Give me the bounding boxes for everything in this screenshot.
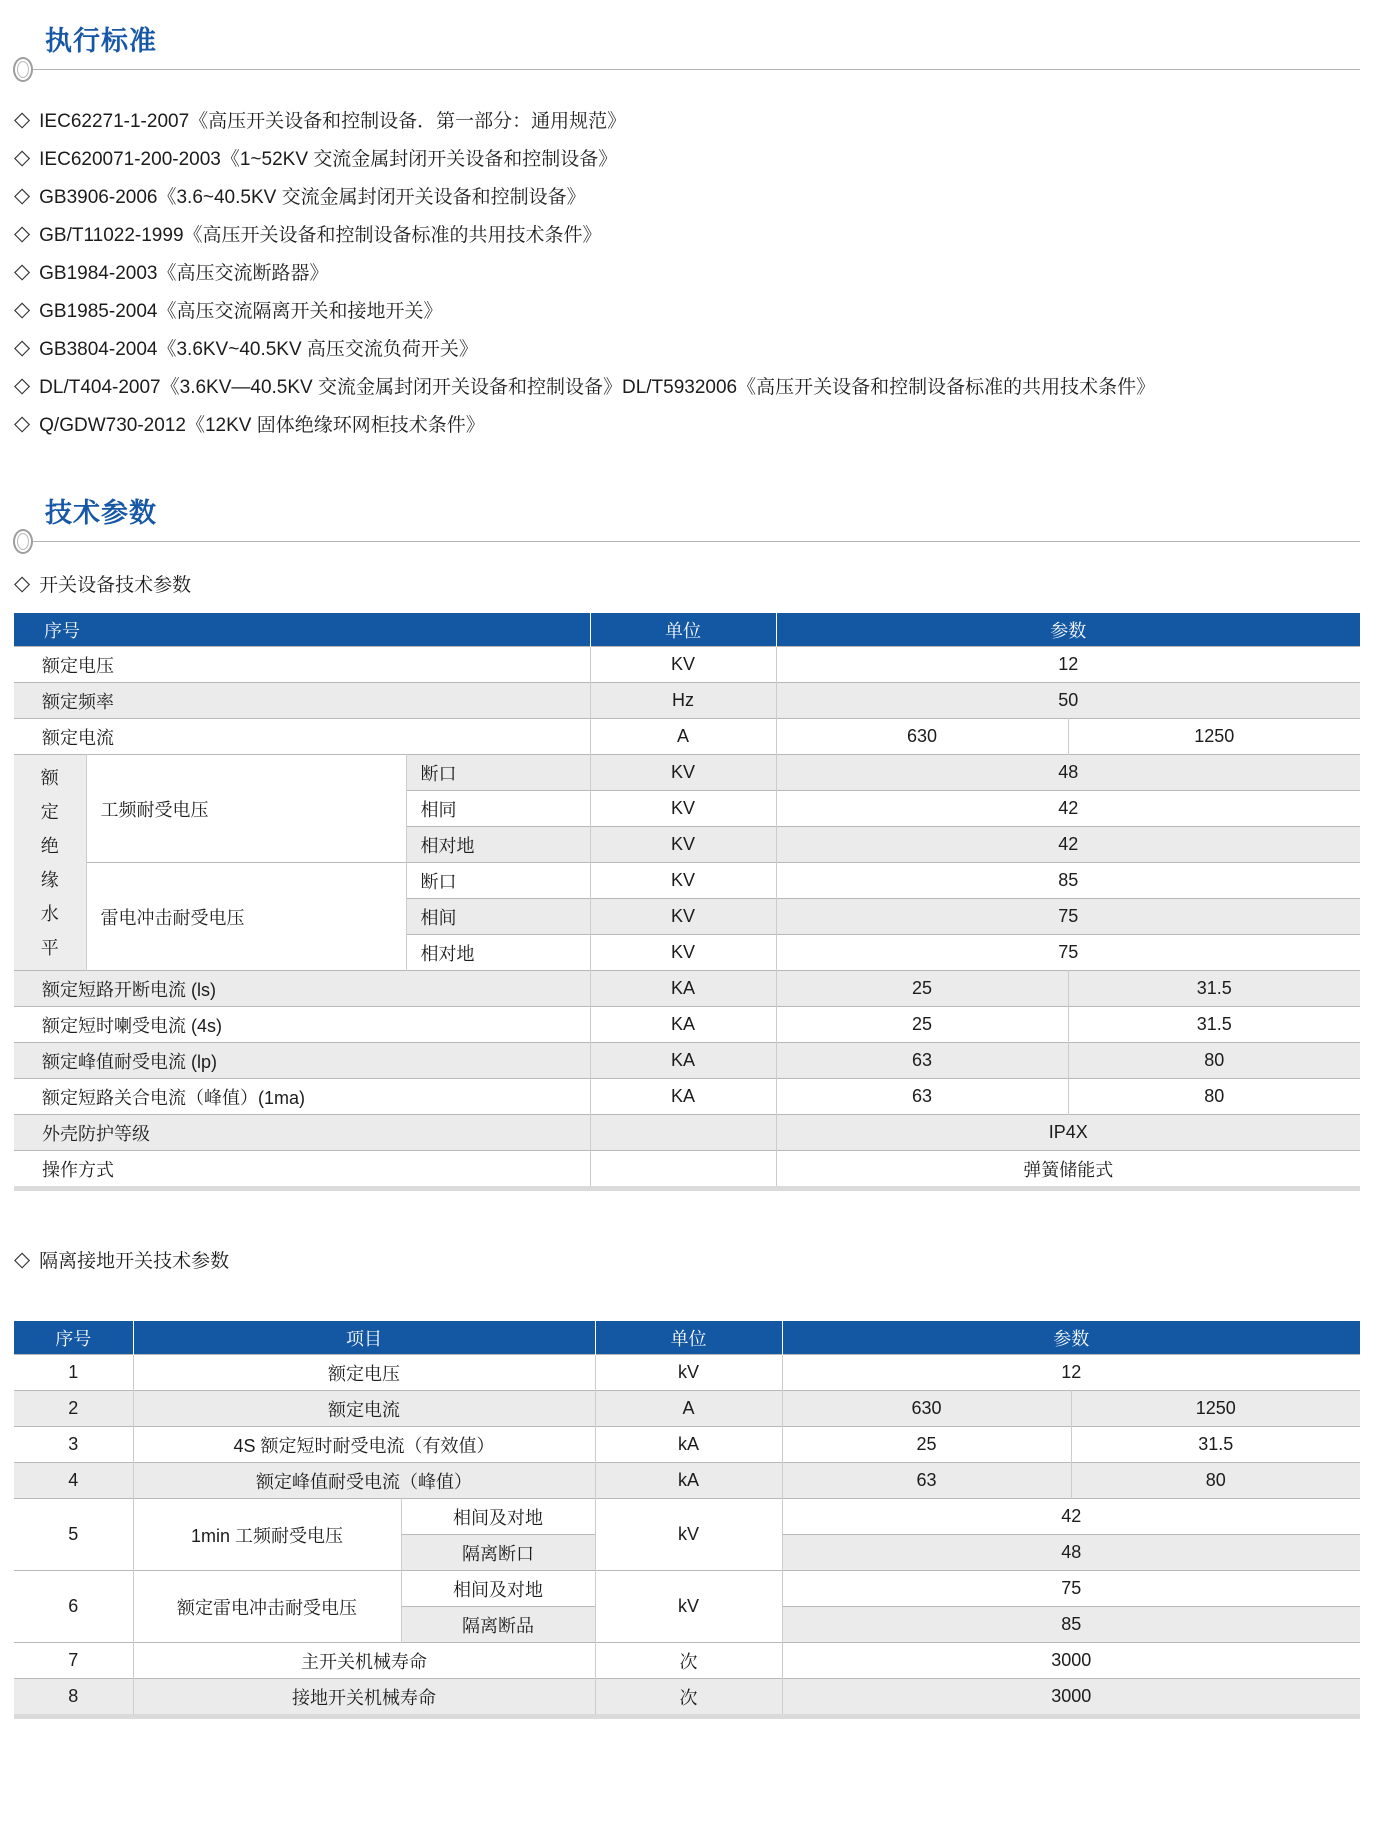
column-header-param: 参数 <box>782 1321 1360 1355</box>
diamond-icon: ◇ <box>14 221 31 245</box>
cell-no: 8 <box>14 1679 133 1717</box>
column-header-unit: 单位 <box>595 1321 782 1355</box>
table-row <box>14 1115 1360 1151</box>
table-header-row <box>14 1321 1360 1355</box>
cell-value: 85 <box>776 863 1360 899</box>
cell-value: 12 <box>782 1355 1360 1391</box>
cell-sublabel: 相对地 <box>406 827 590 863</box>
diamond-icon: ◇ <box>14 145 31 169</box>
cell-value: 25 <box>776 1007 1068 1043</box>
standard-text: IEC620071-200-2003《1~52KV 交流金属封闭开关设备和控制设备》 <box>39 148 618 170</box>
cell-value: 63 <box>776 1079 1068 1115</box>
cell-no: 7 <box>14 1643 133 1679</box>
column-header-param: 参数 <box>776 613 1360 647</box>
cell-value: 75 <box>782 1571 1360 1607</box>
cell-no: 3 <box>14 1427 133 1463</box>
cell-sublabel: 断口 <box>406 755 590 791</box>
table-row <box>14 1643 1360 1679</box>
cell-unit: KV <box>590 935 776 971</box>
cell-no: 6 <box>14 1571 133 1643</box>
cell-group-label: 工频耐受电压 <box>86 755 406 863</box>
table-row <box>14 647 1360 683</box>
column-header-unit: 单位 <box>590 613 776 647</box>
cell-value: 弹簧储能式 <box>776 1151 1360 1189</box>
cell-unit: KV <box>590 899 776 935</box>
standard-text: DL/T404-2007《3.6KV—40.5KV 交流金属封闭开关设备和控制设备》DL/T5932006《高压开关设备和控制设备标准的共用技术条件》 <box>39 376 1156 398</box>
section-header-params <box>0 497 1373 542</box>
cell-value: 50 <box>776 683 1360 719</box>
cell-value: 1250 <box>1068 719 1360 755</box>
table-row <box>14 863 1360 899</box>
cell-unit: A <box>595 1391 782 1427</box>
table-row <box>14 971 1360 1007</box>
subsection-heading-isolator <box>14 1246 1373 1273</box>
cell-unit: KV <box>590 827 776 863</box>
cell-unit: kV <box>595 1355 782 1391</box>
cell-unit: kV <box>595 1571 782 1643</box>
cell-sublabel: 相间 <box>406 899 590 935</box>
standards-list <box>14 100 1360 442</box>
table-row <box>14 1499 1360 1535</box>
standard-item <box>14 328 1360 366</box>
standard-text: GB1985-2004《高压交流隔离开关和接地开关》 <box>39 300 443 322</box>
diamond-icon: ◇ <box>14 411 31 435</box>
cell-value: 80 <box>1068 1043 1360 1079</box>
table-row <box>14 1571 1360 1607</box>
column-header-no: 序号 <box>14 1321 133 1355</box>
diamond-icon: ◇ <box>14 259 31 283</box>
standard-item <box>14 100 1360 138</box>
standard-text: GB3906-2006《3.6~40.5KV 交流金属封闭开关设备和控制设备》 <box>39 186 586 208</box>
cell-value: 25 <box>776 971 1068 1007</box>
cell-value: 1250 <box>1071 1391 1360 1427</box>
cell-item: 额定电流 <box>133 1391 595 1427</box>
cell-sublabel: 断口 <box>406 863 590 899</box>
cell-value: 42 <box>776 791 1360 827</box>
cell-unit: KV <box>590 647 776 683</box>
cell-item: 主开关机械寿命 <box>133 1643 595 1679</box>
cell-value: 63 <box>776 1043 1068 1079</box>
diamond-icon: ◇ <box>14 572 31 595</box>
cell-label: 额定短路开断电流 (ls) <box>14 971 590 1007</box>
isolator-params-table <box>14 1321 1360 1719</box>
cell-insulation-level: 额定绝缘水平 <box>14 755 86 971</box>
standard-text: GB/T11022-1999《高压开关设备和控制设备标准的共用技术条件》 <box>39 224 602 246</box>
diamond-icon: ◇ <box>14 183 31 207</box>
cell-subitem: 隔离断口 <box>401 1535 595 1571</box>
table-row <box>14 1427 1360 1463</box>
section-divider <box>27 541 1360 542</box>
cell-unit: KV <box>590 791 776 827</box>
cell-value: 48 <box>776 755 1360 791</box>
cell-unit: A <box>590 719 776 755</box>
cell-unit: kV <box>595 1499 782 1571</box>
cell-unit: 次 <box>595 1643 782 1679</box>
cell-sublabel: 相同 <box>406 791 590 827</box>
table-row <box>14 719 1360 755</box>
standard-item <box>14 214 1360 252</box>
cell-value: 80 <box>1071 1463 1360 1499</box>
cell-subitem: 隔离断品 <box>401 1607 595 1643</box>
table-row <box>14 1463 1360 1499</box>
column-header-no: 序号 <box>14 613 590 647</box>
cell-item: 接地开关机械寿命 <box>133 1679 595 1717</box>
cell-no: 4 <box>14 1463 133 1499</box>
standard-text: GB3804-2004《3.6KV~40.5KV 高压交流负荷开关》 <box>39 338 478 360</box>
section-title-params: 技术参数 <box>45 498 157 528</box>
standard-text: IEC62271-1-2007《高压开关设备和控制设备．第一部分：通用规范》 <box>39 110 627 132</box>
cell-label: 额定频率 <box>14 683 590 719</box>
cell-unit: 次 <box>595 1679 782 1717</box>
cell-group-label: 雷电冲击耐受电压 <box>86 863 406 971</box>
cell-unit: kA <box>595 1427 782 1463</box>
standard-item <box>14 404 1360 442</box>
cell-unit <box>590 1151 776 1189</box>
cell-no: 2 <box>14 1391 133 1427</box>
cell-item: 额定电压 <box>133 1355 595 1391</box>
subsection-heading-switchgear <box>14 570 1373 597</box>
standard-text: GB1984-2003《高压交流断路器》 <box>39 262 329 284</box>
section-ring-icon <box>13 529 33 554</box>
cell-unit: KV <box>590 863 776 899</box>
cell-no: 5 <box>14 1499 133 1571</box>
diamond-icon: ◇ <box>14 373 31 397</box>
diamond-icon: ◇ <box>14 1248 31 1271</box>
cell-value: 63 <box>782 1463 1071 1499</box>
table-row <box>14 1679 1360 1717</box>
subsection-title: 开关设备技术参数 <box>39 575 192 596</box>
cell-unit: kA <box>595 1463 782 1499</box>
section-ring-icon <box>13 57 33 82</box>
cell-label: 额定短路关合电流（峰值）(1ma) <box>14 1079 590 1115</box>
section-header-standards <box>0 25 1373 70</box>
cell-value: 12 <box>776 647 1360 683</box>
cell-unit: KV <box>590 755 776 791</box>
cell-value: 630 <box>782 1391 1071 1427</box>
switchgear-params-table <box>14 613 1360 1191</box>
cell-value: 48 <box>782 1535 1360 1571</box>
cell-unit: Hz <box>590 683 776 719</box>
table-row <box>14 1151 1360 1189</box>
cell-value: 42 <box>776 827 1360 863</box>
cell-value: 3000 <box>782 1643 1360 1679</box>
cell-value: 75 <box>776 935 1360 971</box>
cell-label: 额定短时喇受电流 (4s) <box>14 1007 590 1043</box>
table-row <box>14 1007 1360 1043</box>
diamond-icon: ◇ <box>14 297 31 321</box>
cell-label: 额定峰值耐受电流 (lp) <box>14 1043 590 1079</box>
standard-item <box>14 252 1360 290</box>
cell-unit: KA <box>590 971 776 1007</box>
cell-value: 31.5 <box>1068 1007 1360 1043</box>
cell-item: 4S 额定短时耐受电流（有效值） <box>133 1427 595 1463</box>
cell-value: 31.5 <box>1068 971 1360 1007</box>
table-row <box>14 1079 1360 1115</box>
cell-value: 3000 <box>782 1679 1360 1717</box>
cell-value: 80 <box>1068 1079 1360 1115</box>
cell-label: 额定电压 <box>14 647 590 683</box>
table-header-row <box>14 613 1360 647</box>
cell-value: 85 <box>782 1607 1360 1643</box>
cell-unit: KA <box>590 1079 776 1115</box>
cell-item: 额定峰值耐受电流（峰值） <box>133 1463 595 1499</box>
cell-subitem: 相间及对地 <box>401 1571 595 1607</box>
cell-no: 1 <box>14 1355 133 1391</box>
cell-label: 额定电流 <box>14 719 590 755</box>
section-divider <box>27 69 1360 70</box>
table-row <box>14 683 1360 719</box>
table-row <box>14 1043 1360 1079</box>
cell-unit: KA <box>590 1007 776 1043</box>
standard-item <box>14 138 1360 176</box>
section-title-standards: 执行标准 <box>45 26 157 56</box>
subsection-title: 隔离接地开关技术参数 <box>39 1251 230 1272</box>
cell-value: 31.5 <box>1071 1427 1360 1463</box>
cell-sublabel: 相对地 <box>406 935 590 971</box>
diamond-icon: ◇ <box>14 107 31 131</box>
table-row <box>14 1391 1360 1427</box>
cell-unit <box>590 1115 776 1151</box>
cell-subitem: 相间及对地 <box>401 1499 595 1535</box>
cell-value: 630 <box>776 719 1068 755</box>
cell-item: 额定雷电冲击耐受电压 <box>133 1571 401 1643</box>
table-row <box>14 755 1360 791</box>
table-row <box>14 1355 1360 1391</box>
cell-unit: KA <box>590 1043 776 1079</box>
cell-value: IP4X <box>776 1115 1360 1151</box>
standard-item <box>14 366 1360 404</box>
cell-label: 外壳防护等级 <box>14 1115 590 1151</box>
cell-value: 42 <box>782 1499 1360 1535</box>
standard-item <box>14 290 1360 328</box>
cell-value: 75 <box>776 899 1360 935</box>
diamond-icon: ◇ <box>14 335 31 359</box>
cell-label: 操作方式 <box>14 1151 590 1189</box>
cell-item: 1min 工频耐受电压 <box>133 1499 401 1571</box>
standard-text: Q/GDW730-2012《12KV 固体绝缘环网柜技术条件》 <box>39 414 485 436</box>
cell-value: 25 <box>782 1427 1071 1463</box>
standard-item <box>14 176 1360 214</box>
column-header-item: 项目 <box>133 1321 595 1355</box>
